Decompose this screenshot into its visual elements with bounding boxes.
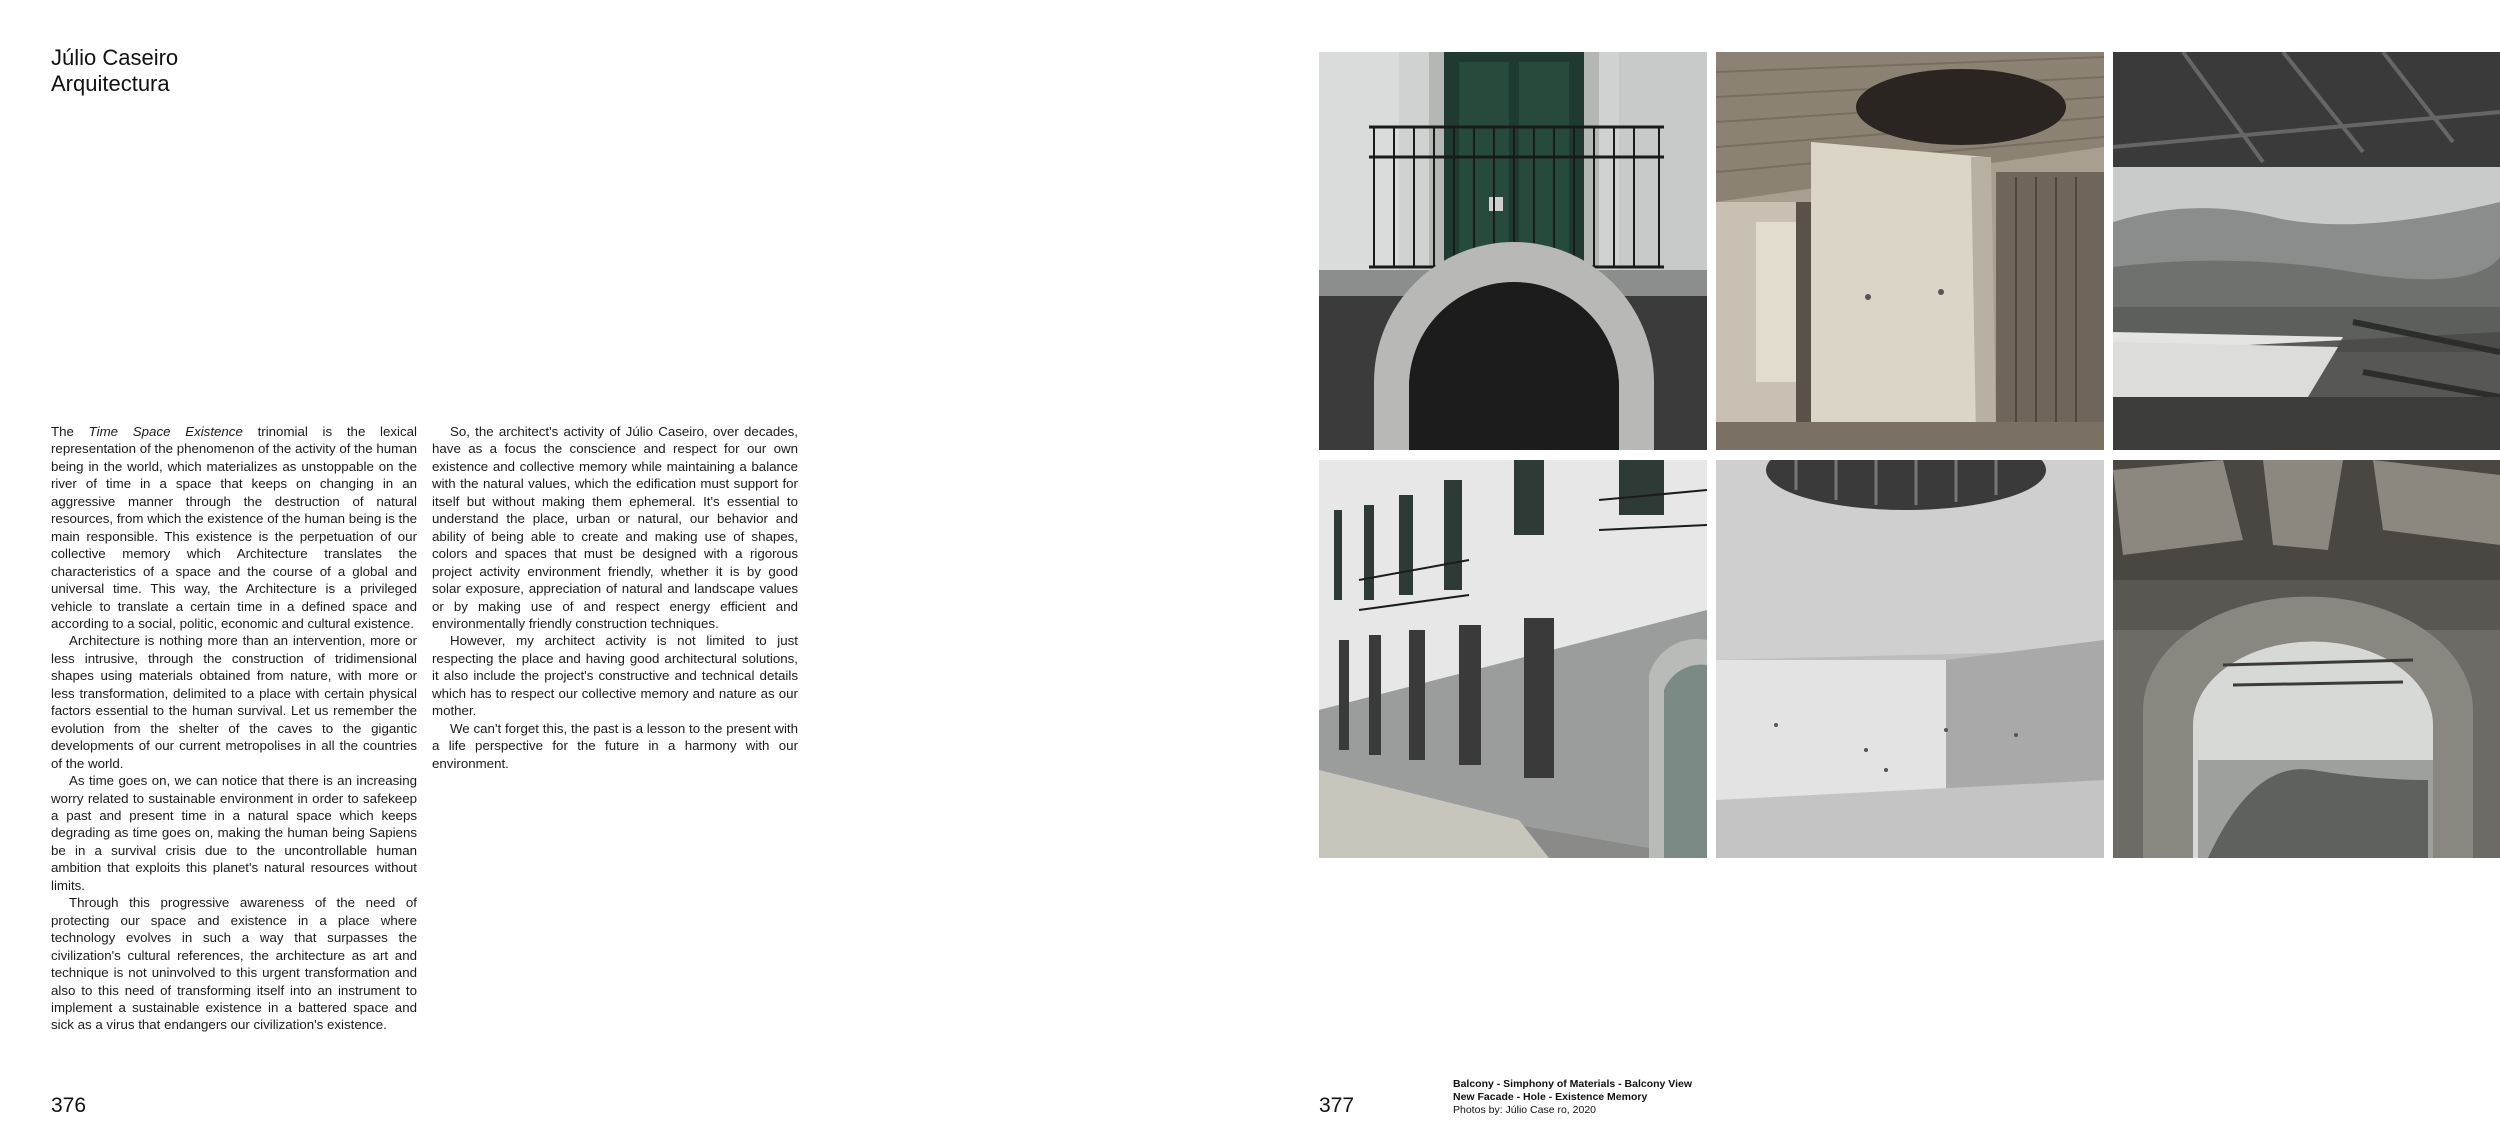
photo-symphony-of-materials — [1716, 52, 2104, 450]
page-number-left: 376 — [51, 1094, 87, 1117]
photo-balcony-view — [2113, 52, 2500, 450]
photo-new-facade — [1319, 460, 1707, 858]
paragraph: The Time Space Existence trinomial is the lexical representation of the phenomenon of the activity of the human being in the world, which materializes as unstoppable on the river of time in a space that keeps on changing in an aggressive manner through the destruction of natural resources, from which the existence of the human being is the main responsible. This existence is the perpetuation of our collective memory which Architecture translates the characteristics of a space and the course of a global and universal time. This way, the Architecture is a privileged vehicle to translate a certain time in a defined space and according to a social, politic, economic and cultural existence. — [51, 424, 418, 631]
caption-line-1: Balcony - Simphony of Materials - Balcony View — [1453, 1078, 1693, 1090]
caption-line-2: New Facade - Hole - Existence Memory — [1453, 1091, 1648, 1103]
page-number-right: 377 — [1319, 1094, 1355, 1117]
photo-hole — [1716, 460, 2104, 858]
text-column-2 — [432, 423, 798, 772]
paragraph: As time goes on, we can notice that there is an increasing worry related to sustainable environment in order to safekeep a past and present time in a natural space which keeps degrading as time goes on, making the human being Sapiens be in a survival crisis due to the uncontrollable human ambition that exploits this planet's natural resources without limits. — [51, 773, 417, 893]
photo-grid — [1319, 52, 2500, 858]
studio-name-line-2: Arquitectura — [51, 71, 170, 96]
paragraph: So, the architect's activity of Júlio Caseiro, over decades, have as a focus the conscience and respect for our own existence and collective memory while maintaining a balance with the natural values, which the edification must support for itself but without making them ephemeral. It's essential to understand the place, urban or natural, our behavior and ability of being able to create and making use of shapes, colors and spaces that must be designed with a rigorous project activity environment friendly, whether it is by good solar exposure, appreciation of natural and landscape values or by making use of and respect energy efficient and environmentally friendly construction techniques. — [432, 424, 798, 631]
paragraph: We can't forget this, the past is a lesson to the present with a life perspective for the future in a harmony with our environment. — [432, 720, 798, 771]
studio-name — [51, 45, 178, 97]
italic-title: Time Space Existence — [88, 424, 243, 439]
studio-name-line-1: Júlio Caseiro — [51, 45, 179, 70]
photo-balcony — [1319, 52, 1707, 450]
photo-caption — [1453, 1078, 1692, 1117]
paragraph: Architecture is nothing more than an intervention, more or less intrusive, through the construction of tridimensional shapes using materials obtained from nature, with more or less transformation, delimited to a place with certain physical factors essential to the human survival. Let us remember the evolution from the shelter of the caves to the gigantic developments of our current metropolises in all the countries of the world. — [51, 633, 417, 771]
photo-existence-memory — [2113, 460, 2500, 858]
paragraph: However, my architect activity is not limited to just respecting the place and having good architectural solutions, it also include the project's constructive and technical details which has to respect our collective memory and nature as our mother. — [432, 633, 798, 719]
text-column-1 — [51, 423, 417, 1034]
caption-credit: Photos by: Júlio Case ro, 2020 — [1453, 1104, 1597, 1116]
paragraph: Through this progressive awareness of the need of protecting our space and existence in a place where technology evolves in such a way that surpasses the civilization's cultural references, the architecture as art and technique is not uninvolved to this urgent transformation and also to this need of transforming itself into an instrument to implement a sustainable existence in a battered space and sick as a virus that endangers our civilization's existence. — [51, 895, 417, 1033]
